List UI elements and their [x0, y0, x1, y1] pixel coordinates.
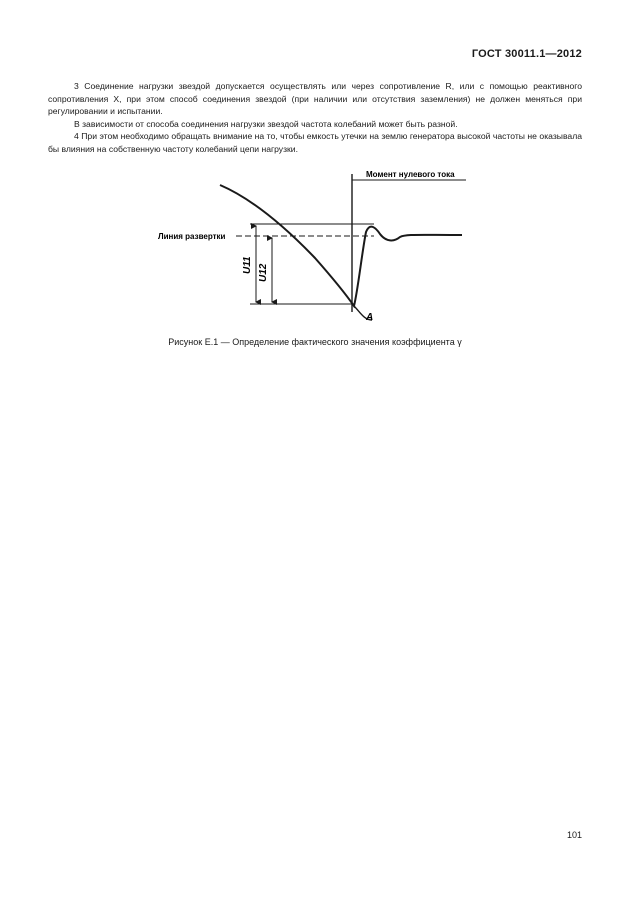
u11-label: U11: [242, 256, 253, 274]
point-a-label: A: [366, 312, 374, 323]
page-number: 101: [566, 830, 582, 840]
figure-e1: [0, 160, 630, 330]
document-header: ГОСТ 30011.1—2012: [471, 48, 582, 60]
paragraph: 4 При этом необходимо обращать внимание на то, чтобы емкость утечки на землю генератора высокой частоты не оказывала бы влияния на собственную частоту колебаний цепи нагрузки.: [48, 131, 582, 154]
oscillogram-diagram: [0, 160, 630, 330]
zero-current-label: Момент нулевого тока: [366, 170, 455, 179]
u12-label: U12: [258, 263, 269, 282]
paragraph: 3 Соединение нагрузки звездой допускается осуществлять или через сопротивление R, или с помощью реактивного сопротивления X, при этом способ соединения звездой (при наличии или отсутствия заземления) не должен меняться при регулировании и испытании.: [48, 81, 582, 116]
paragraph: В зависимости от способа соединения нагрузки звездой частота колебаний может быть разной.: [74, 118, 458, 129]
body-text: [48, 80, 582, 155]
figure-caption: Рисунок Е.1 — Определение фактического значения коэффициента γ: [168, 337, 462, 347]
sweep-line-label: Линия развертки: [158, 232, 226, 241]
